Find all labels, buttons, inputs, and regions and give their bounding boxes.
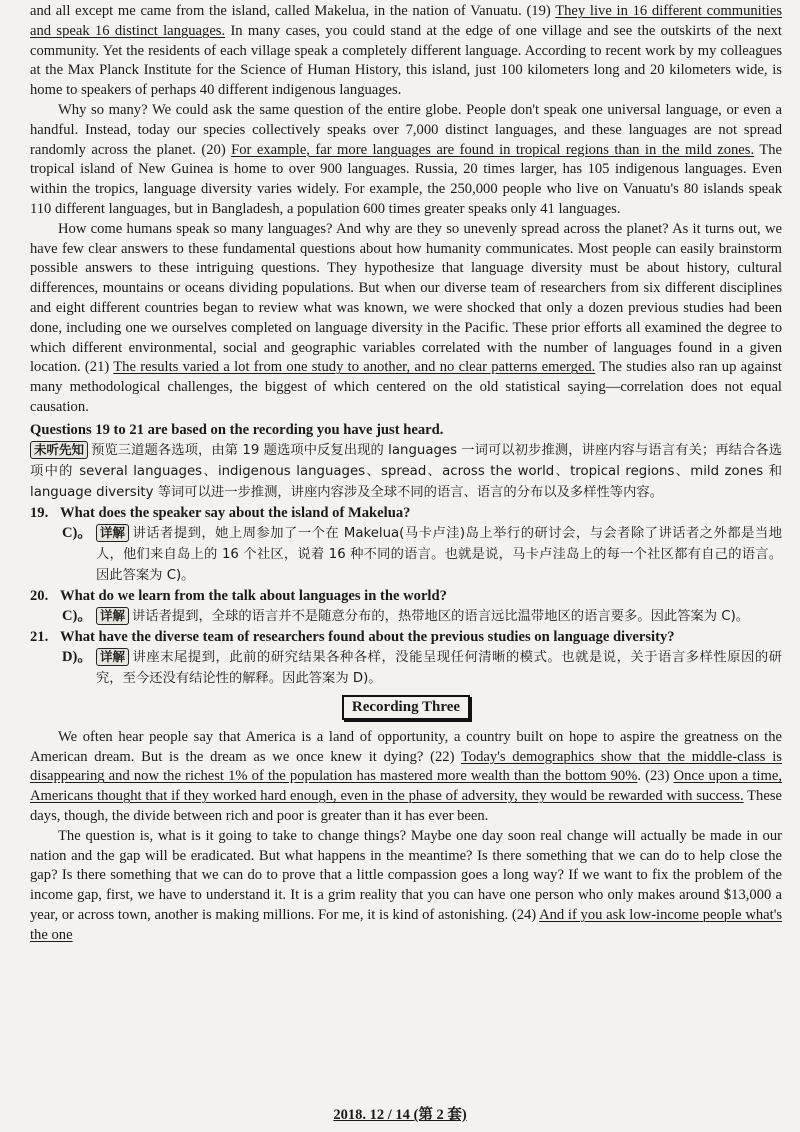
question-20: [30, 586, 782, 627]
underlined-sentence: Today's demographics show that the middle-class is disappearing and now the richest 1% of the population has mastered more wealth than the bottom 90%: [30, 748, 782, 785]
explanation-text: 讲话者提到，全球的语言并不是随意分布的，热带地区的语言远比温带地区的语言要多。因此答案为 C)。: [132, 608, 750, 624]
answer-explanation: [96, 647, 782, 689]
underlined-sentence: They live in 16 different communities and speak 16 distinct languages.: [30, 3, 783, 39]
footer-text: 2018. 12 / 14 (第 2 套): [333, 1107, 467, 1123]
explanation-tag: 详解: [96, 648, 129, 666]
question-number: 21.: [30, 628, 49, 645]
explanation-tag: 详解: [96, 607, 129, 625]
paragraph: [30, 101, 782, 220]
section-title-text: Recording Three: [342, 695, 470, 720]
paragraph-text: The studies also ran up against many methodological challenges, the biggest of which centered on the old statistical saying—correlation does not equal causation.: [30, 359, 782, 415]
question-19: [30, 503, 782, 586]
answer-letter: C)。: [62, 524, 92, 541]
answer-letter: D)。: [62, 648, 92, 665]
question-text: What do we learn from the talk about languages in the world?: [60, 587, 447, 604]
paragraph-text: We often hear people say that America is a land of opportunity, a country built on hope to aspire the greatness on the American dream. But is the dream as we once knew it dying? (22): [30, 728, 782, 765]
paragraph-text: . (23): [637, 768, 674, 785]
explanation-tag: 详解: [96, 524, 129, 542]
underlined-sentence: The results varied a lot from one study to another, and no clear patterns emerged.: [113, 359, 596, 376]
underlined-sentence: Once upon a time, Americans thought that if they worked hard enough, even in the phase of adversity, they would be rewarded with success.: [30, 768, 782, 805]
paragraph-text: and all except me came from the island, called Makelua, in the nation of Vanuatu. (19): [30, 3, 556, 19]
question-number: 20.: [30, 587, 49, 604]
paragraph: [30, 220, 782, 418]
preview-tag: 未听先知: [30, 441, 88, 459]
question-number: 19.: [30, 504, 49, 521]
answer-explanation: [96, 523, 782, 586]
paragraph-text: How come humans speak so many languages? And why are they so unevenly spread across the planet? As it turns out, we have few clear answers to these fundamental questions about how humanity communicates. Most people can easily brainstorm possible answers to these intriguing questions. They hypothesize that language diversity must be about history, cultural differences, mountains or oceans dividing populations. But when our diverse team of researchers from six different disciplines and eight different countries began to review what was known, we were shocked that only a dozen previous studies had been done, including one we ourselves completed on language diversity in the Pacific. These prior efforts all examined the degree to which different environmental, social and geographic variables correlated with the number of languages found in a given location. (21): [30, 220, 782, 376]
page-footer: [0, 1103, 800, 1124]
section-title: [30, 695, 782, 720]
question-text: What does the speaker say about the island of Makelua?: [60, 504, 411, 521]
paragraph-text: These days, though, the divide between rich and poor is greater than it has ever been.: [30, 788, 782, 824]
underlined-sentence: For example, far more languages are found in tropical regions than in the mild zones.: [231, 141, 755, 158]
paragraph: [30, 728, 782, 827]
preview-text: 预览三道题各选项，由第 19 题选项中反复出现的 languages 一词可以初步推测，讲座内容与语言有关；再结合各选项中的 several languages、indigenous languages、spread、across the world、tropical regions、mild zones 和 language diversity 等词可以进一步推测，讲座内容涉及全球不同的语言、语言的分布以及多样性等内容。: [30, 442, 782, 500]
paragraph: [30, 827, 782, 946]
question-21: [30, 627, 782, 689]
paragraph: [30, 0, 782, 101]
paragraph-text: In many cases, you could stand at the edge of one village and see the outskirts of the next community. Yet the residents of each village speak a completely different language. According to recent work by my colleagues at the Max Planck Institute for the Science of Human History, this island, just 100 kilometers long and 20 kilometers wide, is home to speakers of perhaps 40 different indigenous languages.: [30, 22, 782, 99]
paragraph-text: The tropical island of New Guinea is home to over 900 languages. Russia, 20 times larger, has 105 indigenous languages. Even within the tropics, language diversity varies widely. For example, the 250,000 people who live on Vanuatu's 80 islands speak 110 different languages, but in Bangladesh, a population 600 times greater speaks only 41 languages.: [30, 141, 783, 217]
explanation-text: 讲话者提到，她上周参加了一个在 Makelua(马卡卢洼)岛上举行的研讨会，与会者除了讲话者之外都是当地人，他们来自岛上的 16 个社区，说着 16 种不同的语言。也就是说，马卡卢洼岛上的每一个社区都有自己的语言。因此答案为 C)。: [96, 525, 782, 583]
answer-letter: C)。: [62, 607, 92, 624]
paragraph-text: Why so many? We could ask the same question of the entire globe. People don't speak one universal language, or even a handful. Instead, today our species collectively speaks over 7,000 distinct languages, and these languages are not spread randomly across the planet. (20): [30, 101, 782, 158]
explanation-text: 讲座末尾提到，此前的研究结果各种各样，没能呈现任何清晰的模式。也就是说，关于语言多样性原因的研究，至今还没有结论性的解释。因此答案为 D)。: [96, 649, 782, 686]
underlined-sentence: And if you ask low-income people what's the one: [30, 906, 783, 943]
answer-explanation: [96, 606, 782, 627]
preview-block: [30, 440, 782, 503]
paragraph-text: The question is, what is it going to take to change things? Maybe one day soon real change will actually be made in our nation and the gap will be eradicated. But what happens in the meantime? Is there something that we can do to help close the gap? Is there something that we can do to prove that a little compassion goes a long way? If we want to fix the problem of the income gap, first, we have to understand it. It is a grim reality that you can have one person who only makes around $13,000 a year, or across town, another is making millions. For me, it is kind of astonishing. (24): [30, 827, 782, 923]
questions-heading: Questions 19 to 21 are based on the recording you have just heard.: [30, 421, 444, 438]
question-text: What have the diverse team of researchers found about the previous studies on language diversity?: [60, 628, 675, 645]
